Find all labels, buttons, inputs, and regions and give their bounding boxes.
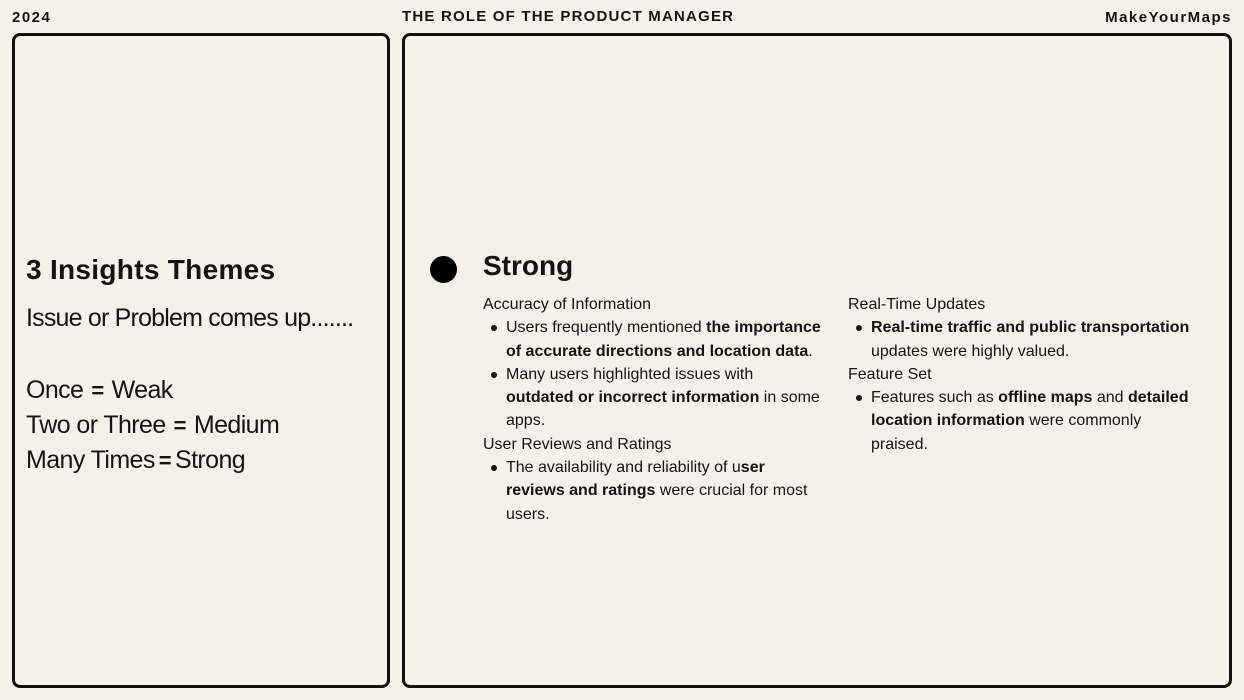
- section-title: Real-Time Updates: [848, 296, 986, 313]
- legend-count: Two or Three: [26, 411, 166, 439]
- list-item: Real-time traffic and public transportation updates were highly valued.: [871, 316, 1193, 363]
- section-title: Feature Set: [848, 365, 932, 383]
- legend-equals: =: [173, 413, 186, 438]
- insights-subheading: Issue or Problem comes up.......: [26, 304, 354, 332]
- section-title: Accuracy of Information: [483, 296, 652, 313]
- brand-name: MakeYourMaps: [1105, 9, 1232, 26]
- legend-row-medium: [26, 408, 279, 443]
- insights-heading: 3 Insights Themes: [26, 254, 276, 285]
- list-item: Many users highlighted issues with outdated or incorrect information in some apps.: [506, 363, 823, 433]
- legend-level: Strong: [175, 446, 246, 474]
- insights-legend-panel: [12, 33, 390, 688]
- bullet-dot-icon: [430, 256, 457, 283]
- insights-column-left: [483, 293, 823, 526]
- list-item: Features such as offline maps and detailed location information were commonly praised.: [871, 386, 1193, 456]
- legend-count: Once: [26, 376, 84, 404]
- legend-level: Weak: [111, 376, 173, 404]
- legend-row-strong: [26, 443, 279, 478]
- section-bullets: [483, 456, 823, 526]
- list-item: Users frequently mentioned the importance of accurate directions and location data.: [506, 316, 823, 363]
- legend-equals: =: [158, 448, 172, 473]
- insights-column-right: [848, 293, 1193, 456]
- strength-title: Strong: [483, 250, 574, 281]
- legend-count: Many Times: [26, 446, 155, 474]
- year-label: 2024: [12, 9, 52, 26]
- section-bullets: [483, 316, 823, 432]
- legend-row-weak: [26, 373, 279, 408]
- section-bullets: [848, 316, 1193, 363]
- section-bullets: [848, 386, 1193, 456]
- strength-legend: [26, 373, 279, 478]
- deck-title: THE ROLE OF THE PRODUCT MANAGER: [402, 8, 735, 25]
- legend-level: Medium: [193, 411, 280, 439]
- strong-insights-panel: [402, 33, 1232, 688]
- section-title: User Reviews and Ratings: [483, 435, 672, 453]
- legend-equals: =: [91, 378, 104, 403]
- list-item: The availability and reliability of user reviews and ratings were crucial for most users.: [506, 456, 823, 526]
